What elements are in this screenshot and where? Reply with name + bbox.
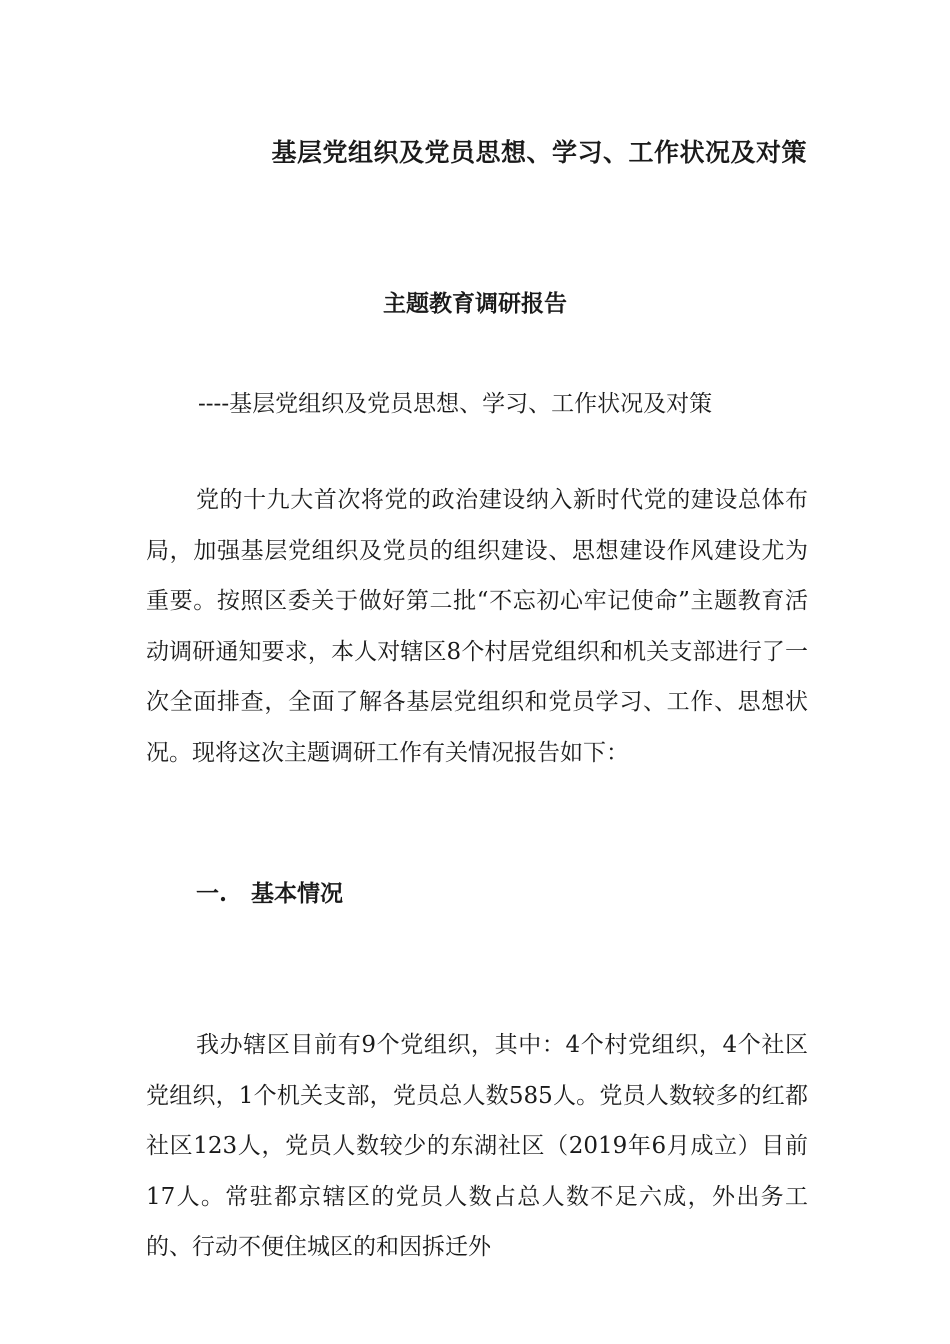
intro-paragraph: 党的十九大首次将党的政治建设纳入新时代党的建设总体布局，加强基层党组织及党员的组织建设、思想建设作风建设尤为重要。按照区委关于做好第二批“不忘初心牢记使命”主题教育活动调研通知要求，本人对辖区8个村居党组织和机关支部进行了一次全面排查，全面了解各基层党组织和党员学习、工作、思想状况。现将这次主题调研工作有关情况报告如下： [146,487,808,766]
section-heading [196,875,343,908]
section-number: 一. [196,880,228,907]
document-title: 主题教育调研报告 [383,290,567,317]
section-heading-text: 基本情况 [251,880,344,907]
header-title: 基层党组织及党员思想、学习、工作状况及对策 [271,138,807,167]
section-paragraph: 我办辖区目前有9个党组织，其中：4个村党组织，4个社区党组织，1个机关支部，党员总人数585人。党员人数较多的红都社区123人，党员人数较少的东湖社区（2019年6月成立）目前17人。常驻都京辖区的党员人数占总人数不足六成，外出务工的、行动不便住城区的和因拆迁外 [146,1032,808,1260]
document-subtitle: ----基层党组织及党员思想、学习、工作状况及对策 [198,391,713,417]
